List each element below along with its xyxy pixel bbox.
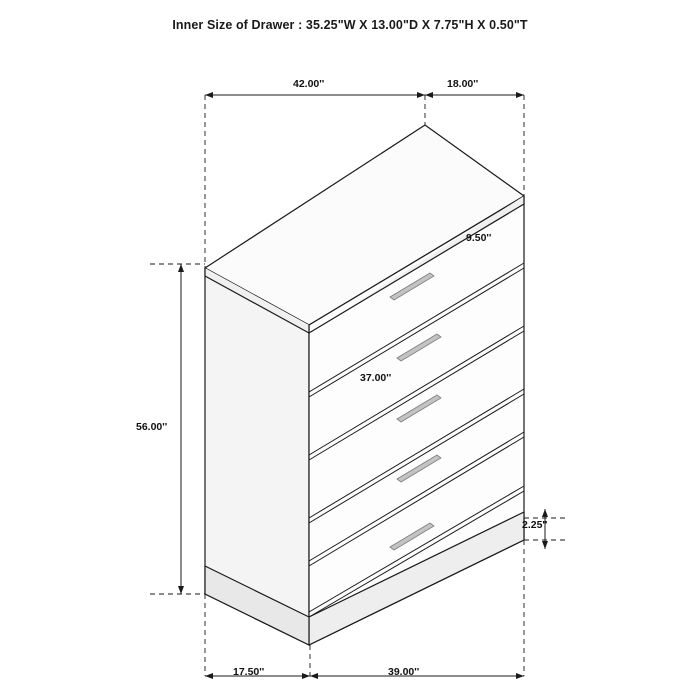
dimension-label-top-width: 42.00'' [293,78,325,90]
chest-drawing [205,125,524,645]
dimension-label-total-height: 56.00'' [136,421,168,433]
dimension-label-diagonal: 37.00'' [360,372,392,384]
page-title: Inner Size of Drawer : 35.25"W X 13.00"D X 7.75"H X 0.50"T [172,18,528,32]
dimension-label-base-width: 39.00'' [388,666,420,678]
dimension-label-top-depth: 18.00'' [447,78,479,90]
dimension-label-base-depth: 17.50'' [233,666,265,678]
dimension-label-base-height: 2.25'' [522,519,548,531]
dimension-label-side-depth: 9.50'' [466,232,492,244]
